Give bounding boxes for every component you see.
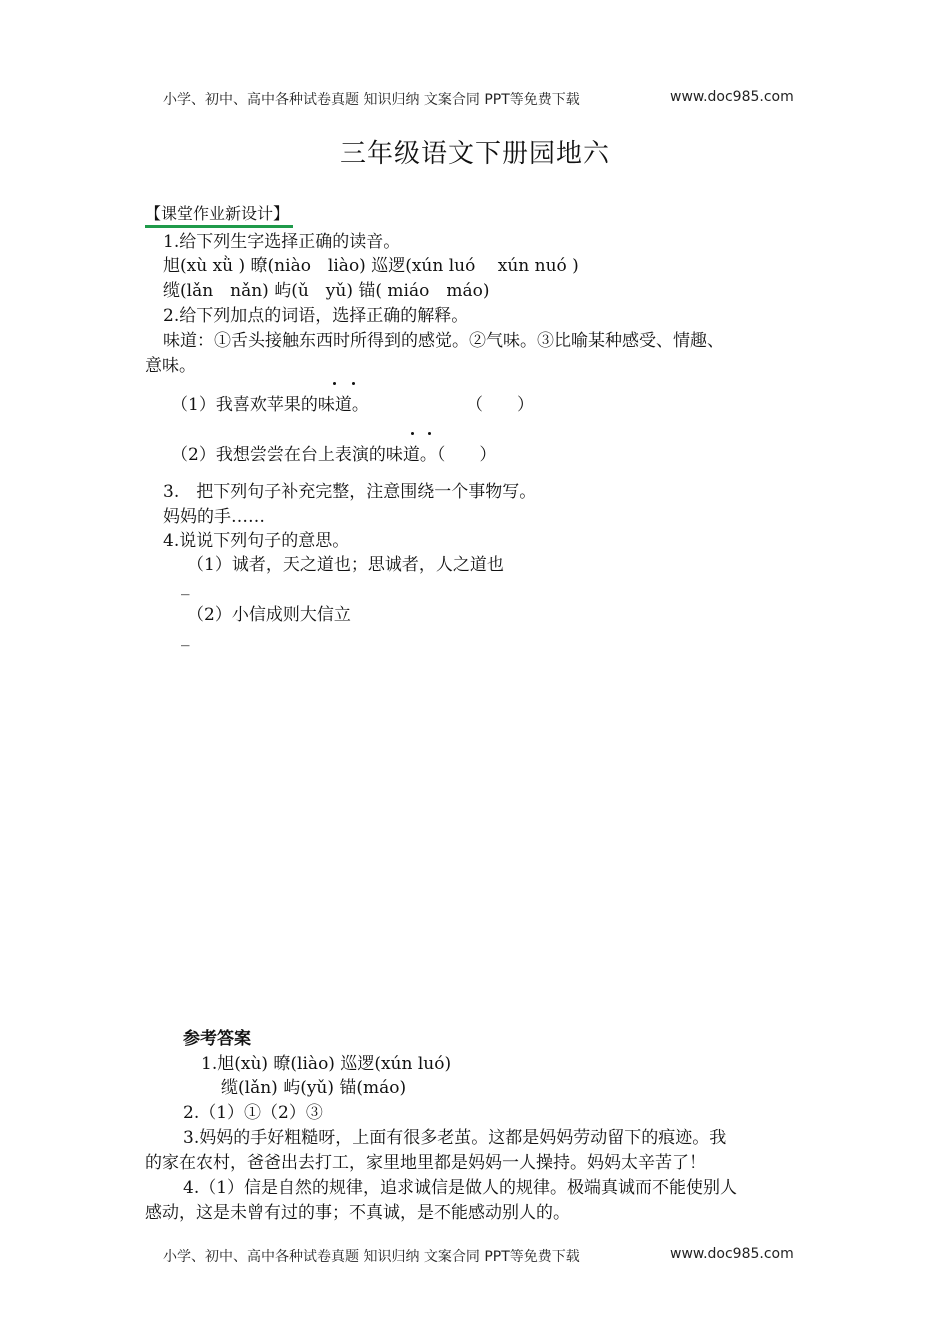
answer-4-line-2: 感动，这是未曾有过的事；不真诚，是不能感动别人的。	[145, 1203, 570, 1223]
emphasis-dot	[428, 432, 431, 435]
answer-line-2[interactable]: _	[181, 627, 190, 647]
answer-blank-1[interactable]: （ ）	[466, 395, 534, 415]
question-2-item-1: （1）我喜欢苹果的味道。	[171, 395, 369, 415]
emphasis-dot	[333, 382, 336, 385]
emphasis-dot	[352, 382, 355, 385]
answers-title: 参考答案	[183, 1029, 251, 1049]
question-1: 1.给下列生字选择正确的读音。	[163, 232, 401, 252]
answer-2: 2.（1）①（2）③	[183, 1103, 323, 1123]
answer-1-row-1: 1.旭(xù) 暸(liào) 巡逻(xún luó)	[201, 1054, 452, 1074]
question-4: 4.说说下列句子的意思。	[163, 531, 350, 551]
question-4-item-2: （2）小信成则大信立	[187, 605, 351, 625]
question-2-item-2: （2）我想尝尝在台上表演的味道。（ ）	[171, 445, 497, 465]
question-4-item-1: （1）诚者，天之道也；思诚者，人之道也	[187, 555, 504, 575]
definition-line-1: 味道：①舌头接触东西时所得到的感觉。②气味。③比喻某种感受、情趣、	[163, 331, 724, 351]
answer-3-line-2: 的家在农村，爸爸出去打工，家里地里都是妈妈一人操持。妈妈太辛苦了！	[145, 1153, 706, 1173]
answer-3-line-1: 3.妈妈的手好粗糙呀，上面有很多老茧。这都是妈妈劳动留下的痕迹。我	[183, 1128, 727, 1148]
footer-site-link[interactable]: www.doc985.com	[670, 1246, 794, 1262]
header-site-link[interactable]: www.doc985.com	[670, 89, 794, 105]
answer-4-line-1: 4.（1）信是自然的规律，追求诚信是做人的规律。极端真诚而不能使别人	[183, 1178, 738, 1198]
footer-text: 小学、初中、高中各种试卷真题 知识归纳 文案合同 PPT等免费下载	[163, 1249, 580, 1265]
answer-1-row-2: 缆(lǎn) 屿(yǔ) 锚(máo)	[221, 1078, 407, 1098]
question-3-prompt: 妈妈的手……	[163, 507, 265, 527]
section-heading: 【课堂作业新设计】	[145, 201, 293, 228]
question-3: 3. 把下列句子补充完整，注意围绕一个事物写。	[163, 482, 537, 502]
page-title: 三年级语文下册园地六	[339, 139, 610, 169]
question-2: 2.给下列加点的词语，选择正确的解释。	[163, 306, 469, 326]
question-1-row-2: 缆(lǎn nǎn) 屿(ǔ yǔ) 锚( miáo máo)	[163, 281, 490, 301]
emphasis-dot	[411, 432, 414, 435]
answer-line-1[interactable]: _	[181, 576, 190, 596]
question-1-row-1: 旭(xù xǜ ) 暸(niào liào) 巡逻(xún luó xún nuó )	[163, 256, 579, 276]
definition-line-2: 意味。	[145, 356, 196, 376]
header-text: 小学、初中、高中各种试卷真题 知识归纳 文案合同 PPT等免费下载	[163, 92, 580, 108]
